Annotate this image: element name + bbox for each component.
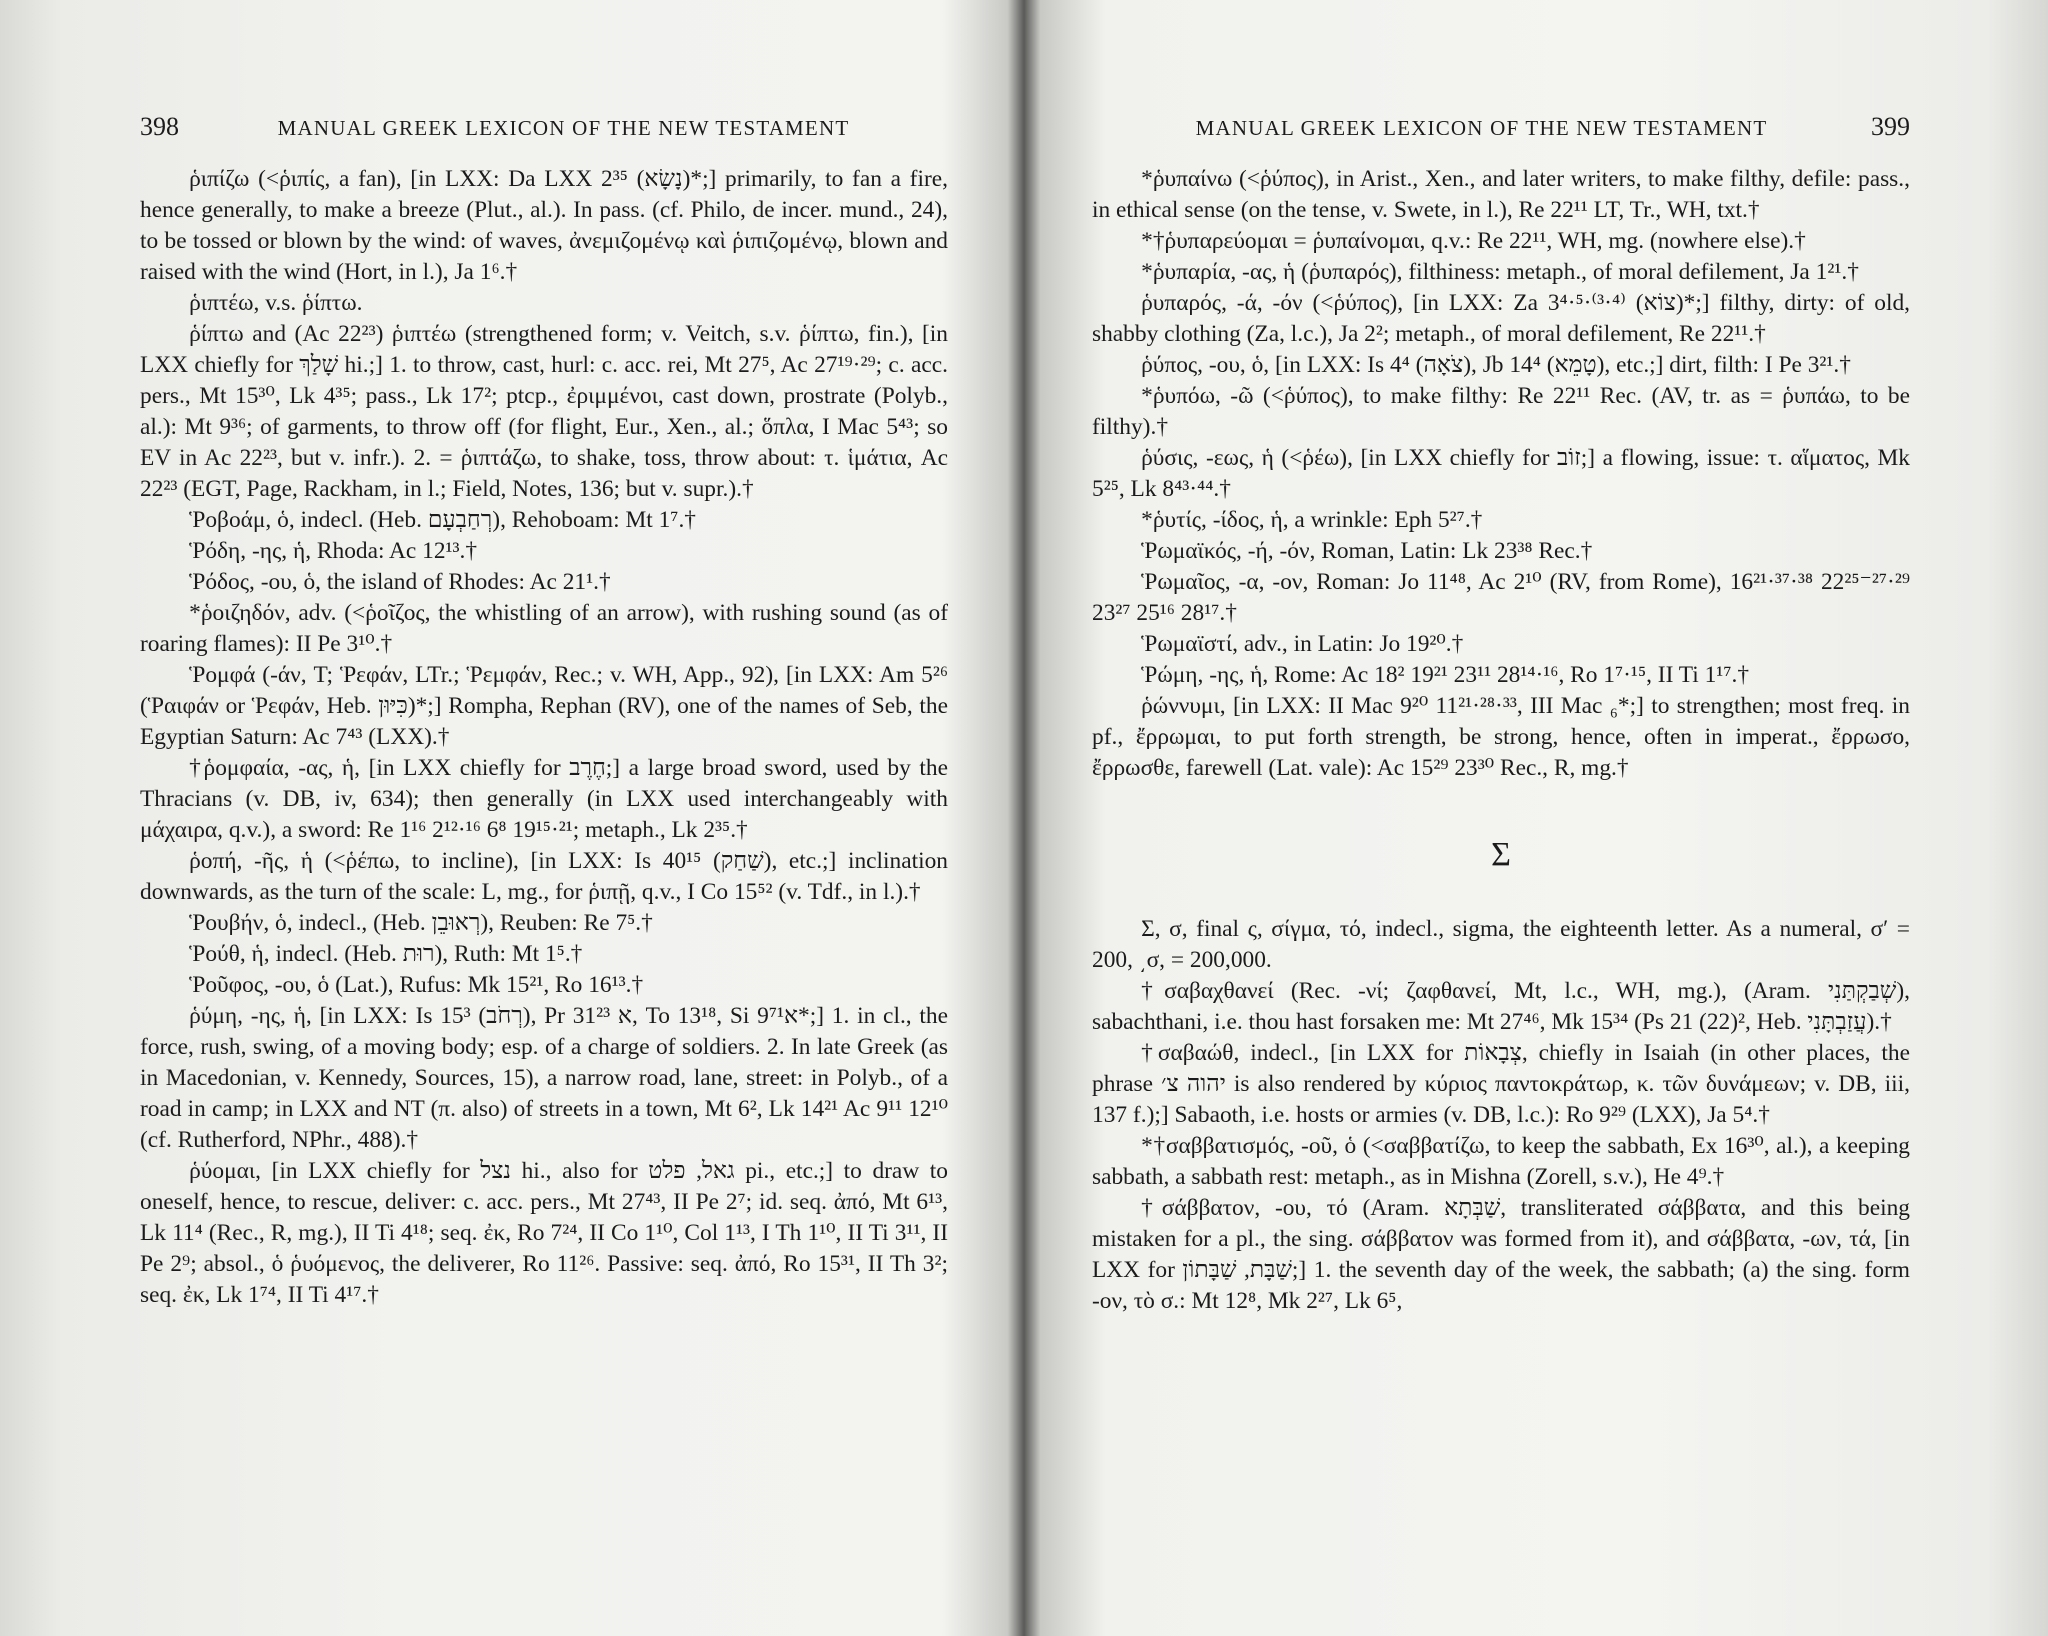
right-entries-before xyxy=(1092,164,1910,784)
lexicon-entry: Ῥοβοάμ, ὁ, indecl. (Heb. רְחַבְעָם), Rehoboam: Mt 1⁷.† xyxy=(189,507,696,533)
lexicon-entry: Ῥοῦφος, -ου, ὁ (Lat.), Rufus: Mk 15²¹, Ro 16¹³.† xyxy=(189,972,644,998)
lexicon-entry: Ῥομφά (-άν, T; Ῥεφάν, LTr.; Ῥεμφάν, Rec.; v. WH, App., 92), [in LXX: Am 5²⁶ (Ῥαιφάν or Ῥεφάν, Heb. כִּיּוּן)*;] Rompha, Rephan (RV), one of the names of Seb, the Egyptian Saturn: Ac 7⁴³ (LXX).† xyxy=(140,662,948,750)
lexicon-entry: Ῥόδος, -ου, ὁ, the island of Rhodes: Ac 21¹.† xyxy=(189,569,611,595)
left-page-number: 398 xyxy=(140,112,179,141)
lexicon-entry: †σάββατον, -ου, τό (Aram. שַׁבְּתָא, transliterated σάββατα, and this being mistaken for a pl., the sing. σάββατον was formed from it), and σάββατα, -ων, τά, [in LXX for שַׁבָּת, שַׁבָּתוֹן;] 1. the seventh day of the week, the sabbath; (a) the sing. form -ον, τὸ σ.: Mt 12⁸, Mk 2²⁷, Lk 6⁵, xyxy=(1092,1195,1910,1314)
lexicon-entry: ῥοπή, -ῆς, ἡ (<ῥέπω, to incline), [in LXX: Is 40¹⁵ (שַׁחַק), etc.;] inclination downwards, as the turn of the scale: L, mg., for ῥιπῇ, q.v., I Co 15⁵² (v. Tdf., in l.).† xyxy=(140,848,948,905)
lexicon-entry: ῥιπτέω, v.s. ῥίπτω. xyxy=(189,290,363,316)
section-letter-sigma: Σ xyxy=(1491,836,1511,873)
lexicon-entry: ῥύσις, -εως, ἡ (<ῥέω), [in LXX chiefly for זוֹב;] a flowing, issue: τ. αἵματος, Mk 5²⁵, Lk 8⁴³·⁴⁴.† xyxy=(1092,445,1910,502)
left-running-title: MANUAL GREEK LEXICON OF THE NEW TESTAMENT xyxy=(277,116,850,140)
lexicon-entry: ῥυπαρός, -ά, -όν (<ῥύπος), [in LXX: Za 3⁴·⁵·⁽³·⁴⁾ (צוֹא)*;] filthy, dirty: of old, shabby clothing (Za, l.c.), Ja 2²; metaph., of moral defilement, Re 22¹¹.† xyxy=(1092,290,1910,347)
right-running-head xyxy=(1092,112,1910,142)
lexicon-entry: ῥιπίζω (<ῥιπίς, a fan), [in LXX: Da LXX 2³⁵ (נָשָׂא)*;] primarily, to fan a fire, hence generally, to make a breeze (Plut., al.). In pass. (cf. Philo, de incer. mund., 24), to be tossed or blown by the wind: of waves, ἀνεμιζομένῳ καὶ ῥιπιζομένῳ, blown and raised with the wind (Hort, in l.), Ja 1⁶.† xyxy=(140,166,948,285)
lexicon-entry: *ῥυπόω, -ῶ (<ῥύπος), to make filthy: Re 22¹¹ Rec. (AV, tr. as = ῥυπάω, to be filthy).† xyxy=(1092,383,1910,440)
left-entries xyxy=(140,164,948,1311)
right-page xyxy=(1092,112,1910,1596)
lexicon-entry: *ῥοιζηδόν, adv. (<ῥοῖζος, the whistling of an arrow), with rushing sound (as of roaring flames): II Pe 3¹⁰.† xyxy=(140,600,948,657)
lexicon-entry: Ῥουβήν, ὁ, indecl., (Heb. רְאוּבֵן), Reuben: Re 7⁵.† xyxy=(189,910,653,936)
lexicon-entry: ῥύομαι, [in LXX chiefly for נצל hi., also for גאל, פלט pi., etc.;] to draw to oneself, hence, to rescue, deliver: c. acc. pers., Mt 27⁴³, II Pe 2⁷; id. seq. ἀπό, Mt 6¹³, Lk 11⁴ (Rec., R, mg.), II Ti 4¹⁸; seq. ἐκ, Ro 7²⁴, II Co 1¹⁰, Col 1¹³, I Th 1¹⁰, II Ti 3¹¹, II Pe 2⁹; absol., ὁ ῥυόμενος, the deliverer, Ro 11²⁶. Passive: seq. ἀπό, Ro 15³¹, II Th 3²; seq. ἐκ, Lk 1⁷⁴, II Ti 4¹⁷.† xyxy=(140,1158,948,1308)
lexicon-entry: *ῥυτίς, -ίδος, ἡ, a wrinkle: Eph 5²⁷.† xyxy=(1141,507,1483,533)
lexicon-entry: †ῥομφαία, -ας, ἡ, [in LXX chiefly for חֶרֶב;] a large broad sword, used by the Thracians (v. DB, iv, 634); then generally (in LXX used interchangeably with μάχαιρα, q.v.), a sword: Re 1¹⁶ 2¹²·¹⁶ 6⁸ 19¹⁵·²¹; metaph., Lk 2³⁵.† xyxy=(140,755,948,843)
lexicon-entry: ῥώννυμι, [in LXX: II Mac 9²⁰ 11²¹·²⁸·³³, III Mac ₆*;] to strengthen; most freq. in pf., ἔρρωμαι, to put forth strength, be strong, hence, often in imperat., ἔρρωσο, ἔρρωσθε, farewell (Lat. vale): Ac 15²⁹ 23³⁰ Rec., R, mg.† xyxy=(1092,693,1910,781)
right-entries-after xyxy=(1092,914,1910,1317)
lexicon-entry: *ῥυπαίνω (<ῥύπος), in Arist., Xen., and later writers, to make filthy, defile: pass., in ethical sense (on the tense, v. Swete, in l.), Re 22¹¹ LT, Tr., WH, txt.† xyxy=(1092,166,1910,223)
lexicon-entry: ῥύμη, -ης, ἡ, [in LXX: Is 15³ (רְחֹב), Pr 31²³ א, To 13¹⁸, Si 9⁷א¹*;] 1. in cl., the force, rush, swing, of a moving body; esp. of a charge of soldiers. 2. In late Greek (as in Macedonian, v. Kennedy, Sources, 15), a narrow road, lane, street: in Polyb., of a road in camp; in LXX and NT (π. also) of streets in a town, Mt 6², Lk 14²¹ Ac 9¹¹ 12¹⁰ (cf. Rutherford, NPhr., 488).† xyxy=(140,1003,948,1153)
lexicon-entry: *ῥυπαρία, -ας, ἡ (ῥυπαρός), filthiness: metaph., of moral defilement, Ja 1²¹.† xyxy=(1141,259,1859,285)
lexicon-entry: *†σαββατισμός, -οῦ, ὁ (<σαββατίζω, to keep the sabbath, Ex 16³⁰, al.), a keeping sabbath, a sabbath rest: metaph., as in Mishna (Zorell, s.v.), He 4⁹.† xyxy=(1092,1133,1910,1190)
lexicon-entry: Ῥωμαῖος, -α, -ον, Roman: Jo 11⁴⁸, Ac 2¹⁰ (RV, from Rome), 16²¹·³⁷·³⁸ 22²⁵⁻²⁷·²⁹ 23²⁷ 25¹⁶ 28¹⁷.† xyxy=(1092,569,1910,626)
lexicon-entry: †σαβαώθ, indecl., [in LXX for צְבָאוֹת, chiefly in Isaiah (in other places, the phrase יהוה צ׳ is also rendered by κύριος παντοκράτωρ, κ. τῶν δυνάμεων; v. DB, iii, 137 f.);] Sabaoth, i.e. hosts or armies (v. DB, l.c.): Ro 9²⁹ (LXX), Ja 5⁴.† xyxy=(1092,1040,1910,1128)
lexicon-entry: Σ, σ, final ς, σίγμα, τό, indecl., sigma, the eighteenth letter. As a numeral, σʹ = 200, ͵σ, = 200,000. xyxy=(1092,916,1910,973)
left-running-head xyxy=(140,112,948,142)
right-running-title: MANUAL GREEK LEXICON OF THE NEW TESTAMENT xyxy=(1195,116,1768,140)
lexicon-entry: Ῥούθ, ἡ, indecl. (Heb. רוּת), Ruth: Mt 1⁵.† xyxy=(189,941,583,967)
lexicon-entry: *†ῥυπαρεύομαι = ῥυπαίνομαι, q.v.: Re 22¹¹, WH, mg. (nowhere else).† xyxy=(1141,228,1806,254)
lexicon-entry: †σαβαχθανεί (Rec. -νί; ζαφθανεί, Mt, l.c., WH, mg.), (Aram. שְׁבַקְתַּנִי), sabachthani, i.e. thou hast forsaken me: Mt 27⁴⁶, Mk 15³⁴ (Ps 21 (22)², Heb. עֲזַבְתָּנִי).† xyxy=(1092,978,1910,1035)
lexicon-entry: Ῥωμαϊκός, -ή, -όν, Roman, Latin: Lk 23³⁸ Rec.† xyxy=(1141,538,1593,564)
lexicon-entry: Ῥώμη, -ης, ἡ, Rome: Ac 18² 19²¹ 23¹¹ 28¹⁴·¹⁶, Ro 1⁷·¹⁵, II Ti 1¹⁷.† xyxy=(1141,662,1750,688)
left-page xyxy=(140,112,948,1596)
lexicon-entry: Ῥόδη, -ης, ἡ, Rhoda: Ac 12¹³.† xyxy=(189,538,478,564)
right-page-number: 399 xyxy=(1871,112,1910,141)
lexicon-entry: ῥύπος, -ου, ὁ, [in LXX: Is 4⁴ (צֹאָה), Jb 14⁴ (טָמֵא), etc.;] dirt, filth: I Pe 3²¹.† xyxy=(1141,352,1851,378)
lexicon-entry: Ῥωμαϊστί, adv., in Latin: Jo 19²⁰.† xyxy=(1141,631,1464,657)
lexicon-entry: ῥίπτω and (Ac 22²³) ῥιπτέω (strengthened form; v. Veitch, s.v. ῥίπτω, fin.), [in LXX chiefly for שָׁלַךְ hi.;] 1. to throw, cast, hurl: c. acc. rei, Mt 27⁵, Ac 27¹⁹·²⁹; c. acc. pers., Mt 15³⁰, Lk 4³⁵; pass., Lk 17²; ptcp., ἐριμμένοι, cast down, prostrate (Polyb., al.): Mt 9³⁶; of garments, to throw off (for flight, Eur., Xen., al.; ὅπλα, I Mac 5⁴³; so EV in Ac 22²³, but v. infr.). 2. = ῥιπτάζω, to shake, toss, throw about: τ. ἱμάτια, Ac 22²³ (EGT, Page, Rackham, in l.; Field, Notes, 136; but v. supr.).† xyxy=(140,321,948,502)
